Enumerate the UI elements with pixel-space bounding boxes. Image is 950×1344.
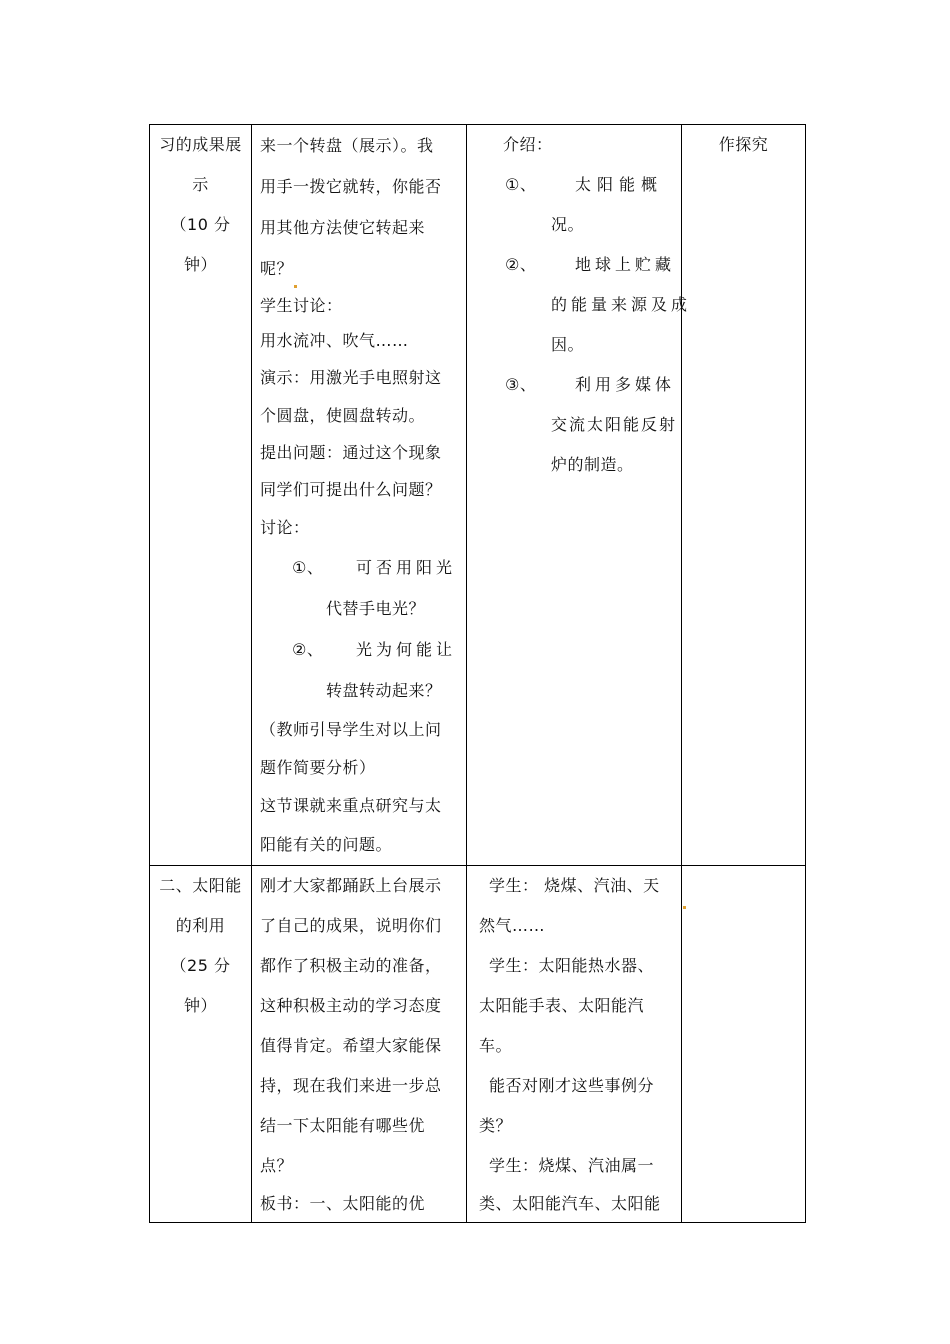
teacher-text: 题作简要分析） xyxy=(260,758,376,777)
stage-time: （10 分 xyxy=(170,215,231,234)
table-row xyxy=(150,866,806,1223)
stage-time: 钟） xyxy=(183,996,217,1015)
marker-dot xyxy=(683,906,686,909)
design-purpose-cell xyxy=(682,866,806,1223)
teacher-text: 用其他方法使它转起来 xyxy=(260,218,426,237)
stage-text: 习的成果展 xyxy=(159,135,242,154)
student-text: 太阳能手表、太阳能汽 xyxy=(479,996,645,1015)
list-item: 因。 xyxy=(551,335,585,354)
teacher-activity-cell xyxy=(252,125,467,866)
teacher-text: 个圆盘，使圆盘转动。 xyxy=(260,406,426,425)
stage-title: 二、太阳能 xyxy=(159,876,242,895)
student-text: 类、太阳能汽车、太阳能 xyxy=(479,1194,661,1213)
student-text: 车。 xyxy=(479,1036,513,1055)
list-item: ③、 利用多媒体 xyxy=(505,375,676,394)
list-item: ①、 太阳能概 xyxy=(505,175,664,194)
list-item: 况。 xyxy=(551,215,585,234)
teacher-text: 了自己的成果，说明你们 xyxy=(260,916,442,935)
stage-cell xyxy=(150,866,252,1223)
teacher-text: 都作了积极主动的准备， xyxy=(260,956,442,975)
purpose-text: 作探究 xyxy=(718,135,769,154)
student-text: 然气…… xyxy=(479,916,546,935)
student-text: 介绍： xyxy=(503,135,553,154)
marker-dot xyxy=(294,285,297,288)
teacher-text: 学生讨论： xyxy=(260,296,343,315)
teacher-text: 提出问题：通过这个现象 xyxy=(260,443,442,462)
list-item: 炉的制造。 xyxy=(551,455,634,474)
teacher-text: （教师引导学生对以上问 xyxy=(260,720,442,739)
table-row xyxy=(150,125,806,866)
list-item: 的能量来源及成 xyxy=(551,295,692,314)
teacher-text: 值得肯定。希望大家能保 xyxy=(260,1036,442,1055)
teacher-text: 同学们可提出什么问题？ xyxy=(260,480,442,499)
teacher-text: 演示：用激光手电照射这 xyxy=(260,368,442,387)
teacher-text: 这种积极主动的学习态度 xyxy=(260,996,442,1015)
student-text: 学生：太阳能热水器、 xyxy=(489,956,655,975)
teacher-text: 点？ xyxy=(260,1156,294,1175)
teacher-text: 用水流冲、吹气…… xyxy=(260,331,409,350)
stage-time: （25 分 xyxy=(170,956,231,975)
teacher-text: 讨论： xyxy=(260,518,310,537)
student-activity-cell xyxy=(467,866,682,1223)
teacher-text: 呢？ xyxy=(260,248,458,289)
list-item: 转盘转动起来？ xyxy=(326,681,442,700)
list-item: ②、 光为何能让 xyxy=(292,640,457,659)
teacher-text: 刚才大家都踊跃上台展示 xyxy=(260,876,442,895)
stage-text: 示 xyxy=(192,175,209,194)
list-item: ②、 地球上贮藏 xyxy=(505,255,676,274)
lesson-plan-table xyxy=(149,124,806,1223)
design-purpose-cell xyxy=(682,125,806,866)
student-text: 类？ xyxy=(479,1116,513,1135)
student-text: 学生：烧煤、汽油属一 xyxy=(489,1156,655,1175)
teacher-text: 板书：一、太阳能的优 xyxy=(260,1194,426,1213)
stage-cell xyxy=(150,125,252,866)
student-text: 能否对刚才这些事例分 xyxy=(489,1076,655,1095)
teacher-text: 阳能有关的问题。 xyxy=(260,835,393,854)
stage-title: 的利用 xyxy=(175,916,226,935)
list-item: 代替手电光？ xyxy=(326,599,426,618)
list-item: 交流太阳能反射 xyxy=(551,415,678,434)
teacher-text: 用手一拨它就转，你能否 xyxy=(260,177,442,196)
stage-time: 钟） xyxy=(183,255,217,274)
teacher-text: 结一下太阳能有哪些优 xyxy=(260,1116,426,1135)
teacher-text: 这节课就来重点研究与太 xyxy=(260,796,442,815)
teacher-activity-cell xyxy=(252,866,467,1223)
student-activity-cell xyxy=(467,125,692,866)
student-text: 学生： 烧煤、汽油、天 xyxy=(489,876,660,895)
teacher-text: 持，现在我们来进一步总 xyxy=(260,1076,442,1095)
teacher-text: 来一个转盘（展示）。我 xyxy=(260,136,434,155)
list-item: ①、 可否用阳光 xyxy=(292,558,457,577)
